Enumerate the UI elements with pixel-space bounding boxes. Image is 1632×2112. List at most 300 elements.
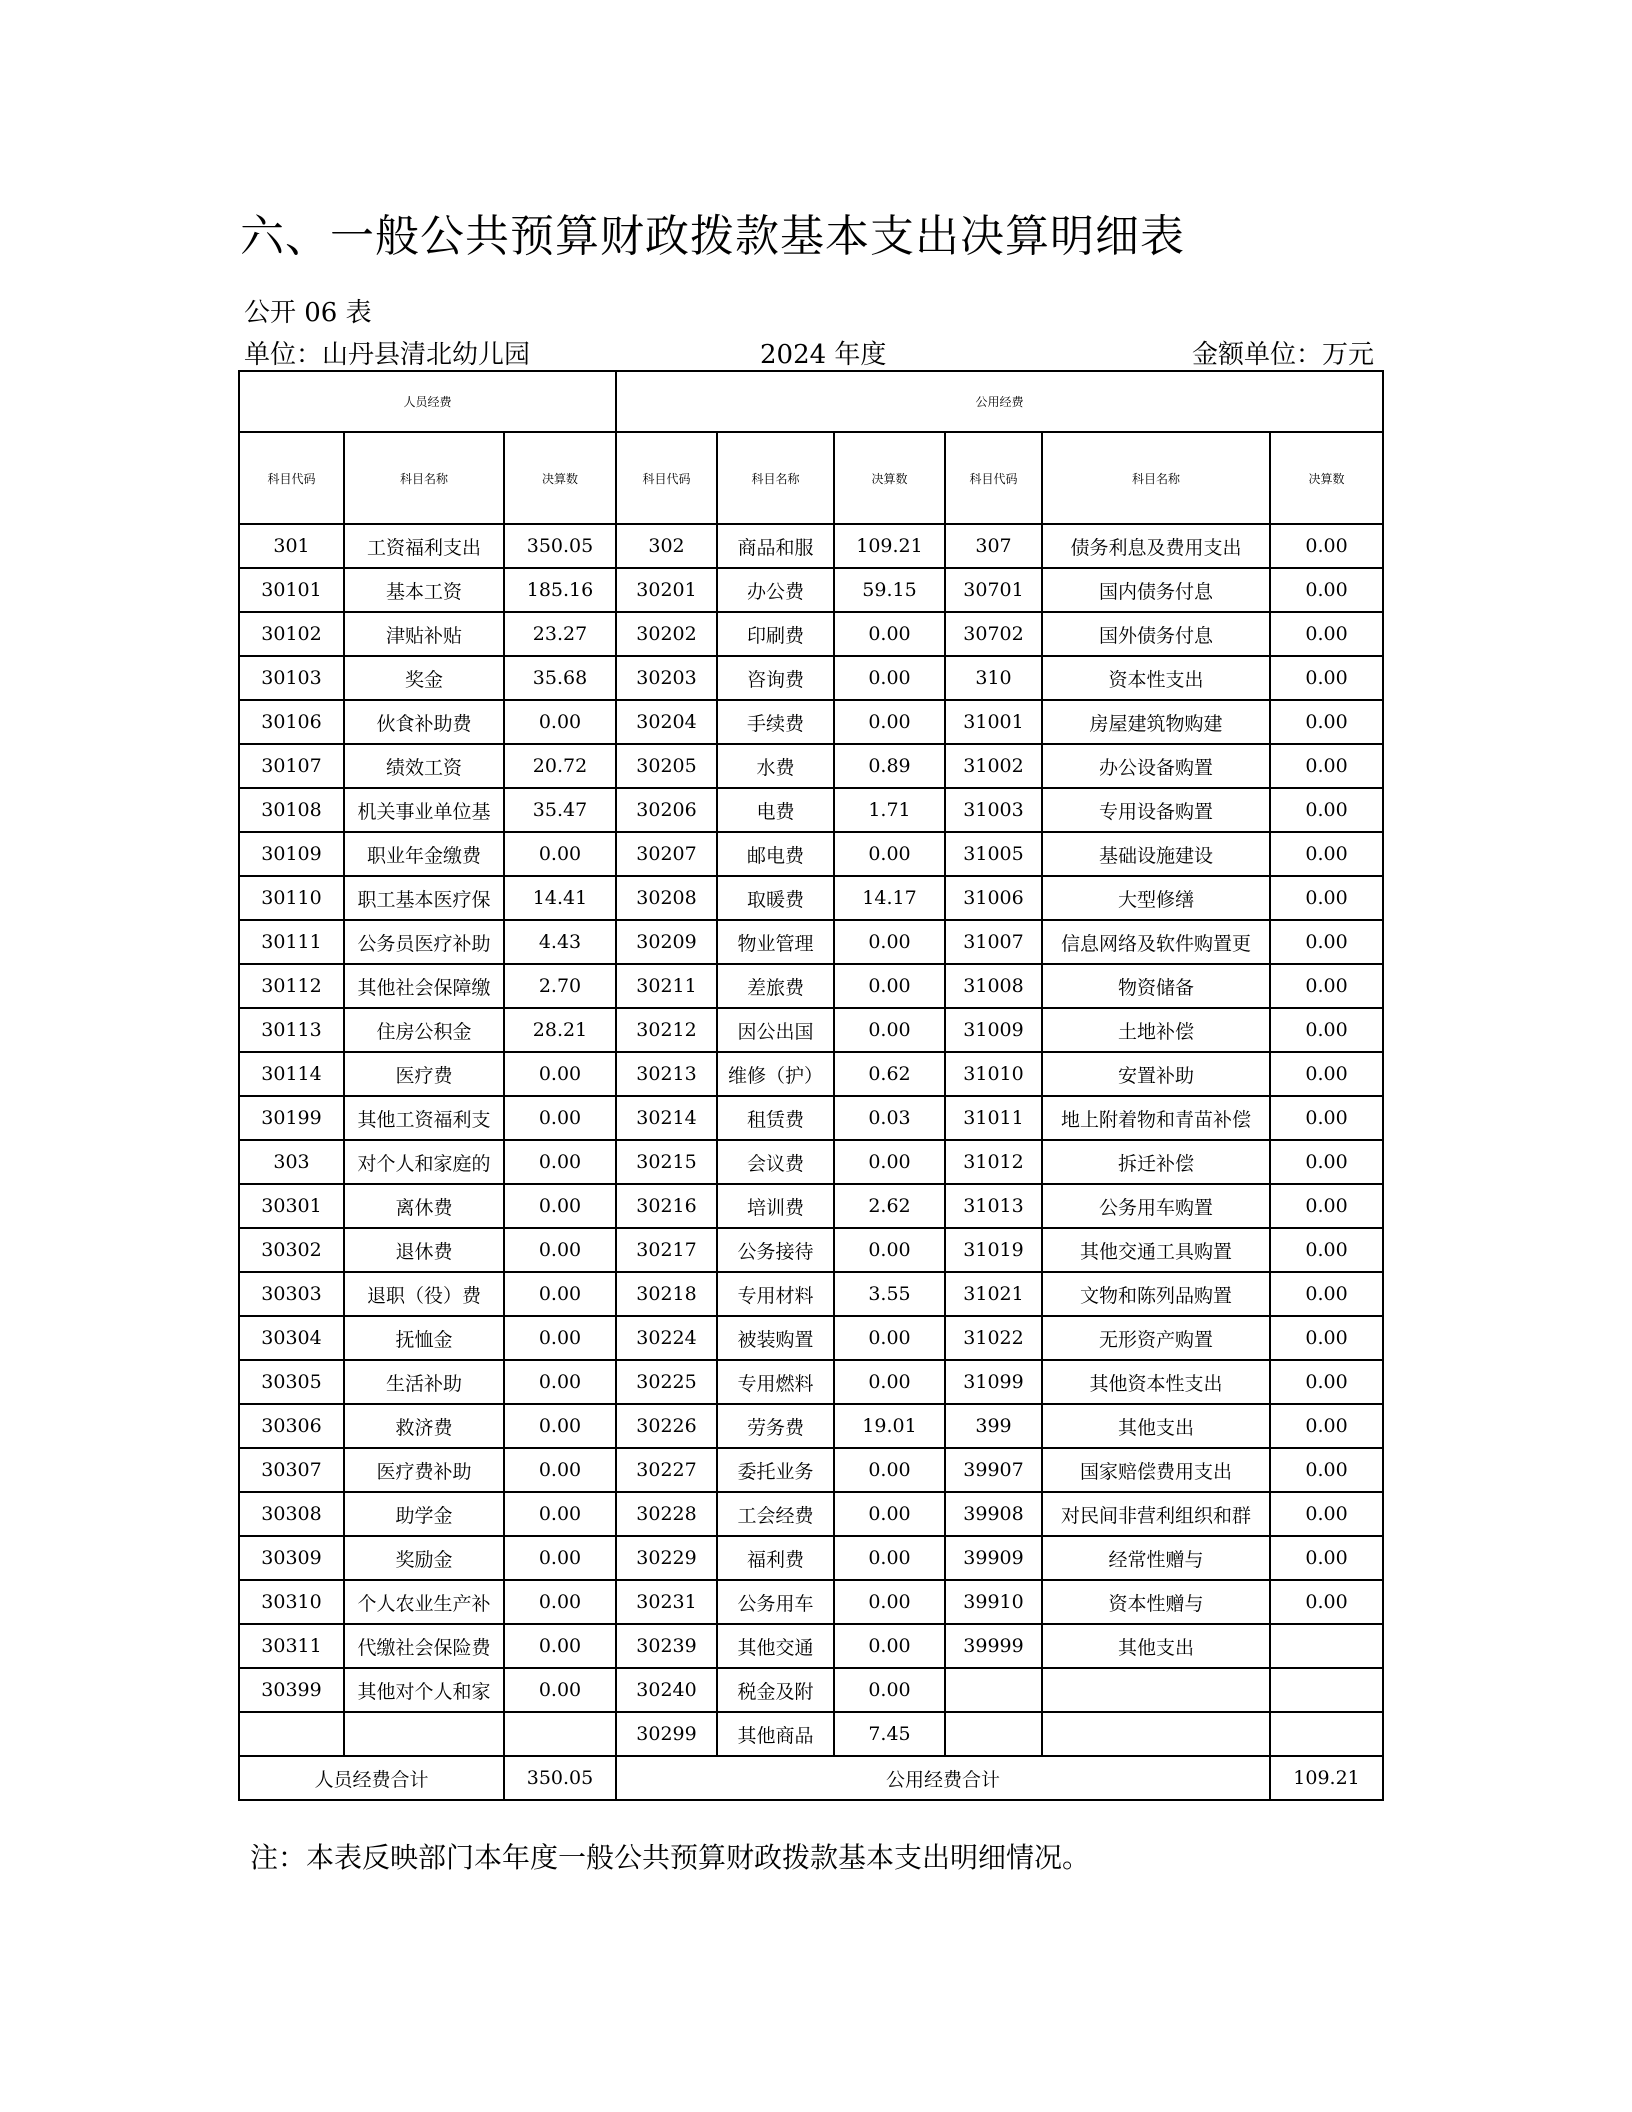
- table-cell: 医疗费: [344, 1052, 504, 1096]
- table-cell: [1042, 1712, 1270, 1756]
- table-cell: 31002: [945, 744, 1042, 788]
- group-header-row: [239, 371, 1383, 432]
- table-cell: 31008: [945, 964, 1042, 1008]
- table-cell: 39909: [945, 1536, 1042, 1580]
- public-total-value: 109.21: [1270, 1756, 1383, 1800]
- table-cell: 资本性支出: [1042, 656, 1270, 700]
- table-cell: 0.00: [504, 1668, 616, 1712]
- table-row: [239, 920, 1383, 964]
- table-cell: 30229: [616, 1536, 717, 1580]
- table-cell: 其他社会保障缴: [344, 964, 504, 1008]
- table-cell: 0.00: [1270, 1316, 1383, 1360]
- table-row: [239, 1316, 1383, 1360]
- table-cell: 0.00: [1270, 568, 1383, 612]
- table-cell: 助学金: [344, 1492, 504, 1536]
- table-cell: 水费: [717, 744, 834, 788]
- table-cell: 30108: [239, 788, 344, 832]
- table-cell: 30310: [239, 1580, 344, 1624]
- page-title: 六、一般公共预算财政拨款基本支出决算明细表: [240, 211, 1185, 262]
- table-row: [239, 744, 1383, 788]
- table-cell: [1042, 1668, 1270, 1712]
- table-cell: 19.01: [834, 1404, 945, 1448]
- table-cell: 30231: [616, 1580, 717, 1624]
- table-row: [239, 612, 1383, 656]
- table-cell: 咨询费: [717, 656, 834, 700]
- table-cell: 31005: [945, 832, 1042, 876]
- table-cell: 其他支出: [1042, 1404, 1270, 1448]
- table-cell: 0.62: [834, 1052, 945, 1096]
- table-cell: 0.00: [504, 832, 616, 876]
- table-cell: 0.00: [504, 1404, 616, 1448]
- table-cell: 30216: [616, 1184, 717, 1228]
- table-cell: 4.43: [504, 920, 616, 964]
- table-cell: 0.00: [504, 1184, 616, 1228]
- table-cell: 0.00: [1270, 1272, 1383, 1316]
- personnel-total-label: 人员经费合计: [239, 1756, 504, 1800]
- table-cell: 30201: [616, 568, 717, 612]
- table-cell: 0.00: [1270, 920, 1383, 964]
- table-cell: 住房公积金: [344, 1008, 504, 1052]
- table-cell: 对个人和家庭的: [344, 1140, 504, 1184]
- table-cell: 拆迁补偿: [1042, 1140, 1270, 1184]
- table-cell: 7.45: [834, 1712, 945, 1756]
- table-cell: 公务用车: [717, 1580, 834, 1624]
- table-row: [239, 1624, 1383, 1668]
- table-cell: 0.00: [834, 1008, 945, 1052]
- table-cell: 30109: [239, 832, 344, 876]
- table-cell: 31006: [945, 876, 1042, 920]
- table-cell: 维修（护）: [717, 1052, 834, 1096]
- table-cell: 0.00: [1270, 1096, 1383, 1140]
- table-row: [239, 1404, 1383, 1448]
- table-cell: 31003: [945, 788, 1042, 832]
- table-cell: 公务用车购置: [1042, 1184, 1270, 1228]
- table-cell: 福利费: [717, 1536, 834, 1580]
- table-cell: 房屋建筑物购建: [1042, 700, 1270, 744]
- table-cell: 医疗费补助: [344, 1448, 504, 1492]
- table-cell: 物业管理: [717, 920, 834, 964]
- table-row: [239, 964, 1383, 1008]
- table-cell: 303: [239, 1140, 344, 1184]
- table-cell: 30211: [616, 964, 717, 1008]
- table-cell: 302: [616, 524, 717, 568]
- table-row: [239, 1580, 1383, 1624]
- table-cell: 30305: [239, 1360, 344, 1404]
- table-cell: 30204: [616, 700, 717, 744]
- column-header: 决算数: [1270, 432, 1383, 524]
- table-cell: 机关事业单位基: [344, 788, 504, 832]
- table-cell: 其他资本性支出: [1042, 1360, 1270, 1404]
- table-cell: 31011: [945, 1096, 1042, 1140]
- table-cell: [504, 1712, 616, 1756]
- column-header: 科目代码: [239, 432, 344, 524]
- table-cell: 30224: [616, 1316, 717, 1360]
- table-cell: 伙食补助费: [344, 700, 504, 744]
- expenditure-table: [238, 370, 1384, 1801]
- table-cell: 工资福利支出: [344, 524, 504, 568]
- table-cell: 30110: [239, 876, 344, 920]
- table-cell: 0.00: [1270, 964, 1383, 1008]
- table-cell: 31099: [945, 1360, 1042, 1404]
- table-cell: 因公出国: [717, 1008, 834, 1052]
- table-cell: 0.00: [834, 1316, 945, 1360]
- public-total-label: 公用经费合计: [616, 1756, 1270, 1800]
- table-cell: 0.00: [504, 1096, 616, 1140]
- table-cell: 30309: [239, 1536, 344, 1580]
- table-number: 公开 06 表: [244, 298, 372, 328]
- table-cell: 30701: [945, 568, 1042, 612]
- table-cell: 其他支出: [1042, 1624, 1270, 1668]
- table-cell: 30112: [239, 964, 344, 1008]
- column-header: 科目名称: [1042, 432, 1270, 524]
- table-cell: 0.00: [834, 964, 945, 1008]
- table-cell: [344, 1712, 504, 1756]
- table-cell: 310: [945, 656, 1042, 700]
- table-cell: 30225: [616, 1360, 717, 1404]
- table-cell: 350.05: [504, 524, 616, 568]
- table-cell: 30218: [616, 1272, 717, 1316]
- table-cell: 0.00: [834, 1360, 945, 1404]
- table-cell: 0.00: [504, 1448, 616, 1492]
- table-cell: 退休费: [344, 1228, 504, 1272]
- table-cell: 30207: [616, 832, 717, 876]
- table-cell: 0.00: [1270, 612, 1383, 656]
- table-row: [239, 700, 1383, 744]
- table-cell: 0.00: [1270, 1140, 1383, 1184]
- personnel-total-value: 350.05: [504, 1756, 616, 1800]
- table-cell: 30302: [239, 1228, 344, 1272]
- table-cell: 0.00: [504, 1580, 616, 1624]
- footnote: 注：本表反映部门本年度一般公共预算财政拨款基本支出明细情况。: [250, 1841, 1091, 1874]
- table-cell: 59.15: [834, 568, 945, 612]
- unit-label: 单位：山丹县清北幼儿园: [244, 340, 531, 370]
- table-cell: 会议费: [717, 1140, 834, 1184]
- table-cell: 职工基本医疗保: [344, 876, 504, 920]
- table-cell: 0.00: [834, 1668, 945, 1712]
- table-row: [239, 1712, 1383, 1756]
- table-cell: 14.41: [504, 876, 616, 920]
- table-cell: 0.00: [1270, 832, 1383, 876]
- table-cell: 其他商品: [717, 1712, 834, 1756]
- table-cell: 31022: [945, 1316, 1042, 1360]
- table-cell: [1270, 1712, 1383, 1756]
- table-cell: 取暖费: [717, 876, 834, 920]
- table-cell: 30213: [616, 1052, 717, 1096]
- table-cell: 185.16: [504, 568, 616, 612]
- table-cell: 0.00: [834, 1140, 945, 1184]
- table-cell: 399: [945, 1404, 1042, 1448]
- table-row: [239, 656, 1383, 700]
- table-cell: 手续费: [717, 700, 834, 744]
- table-cell: 经常性赠与: [1042, 1536, 1270, 1580]
- table-cell: 307: [945, 524, 1042, 568]
- table-cell: 0.00: [1270, 524, 1383, 568]
- column-header: 科目名称: [717, 432, 834, 524]
- table-cell: 0.00: [504, 1272, 616, 1316]
- table-cell: 债务利息及费用支出: [1042, 524, 1270, 568]
- table-row: [239, 832, 1383, 876]
- table-cell: 35.68: [504, 656, 616, 700]
- table-cell: 0.00: [834, 1580, 945, 1624]
- table-cell: 土地补偿: [1042, 1008, 1270, 1052]
- public-group-header: 公用经费: [616, 371, 1383, 432]
- table-cell: 0.00: [504, 700, 616, 744]
- table-cell: 0.00: [1270, 876, 1383, 920]
- table-cell: 其他交通: [717, 1624, 834, 1668]
- table-row: [239, 1668, 1383, 1712]
- table-cell: 租赁费: [717, 1096, 834, 1140]
- table-cell: 30303: [239, 1272, 344, 1316]
- table-cell: 其他对个人和家: [344, 1668, 504, 1712]
- table-cell: 离休费: [344, 1184, 504, 1228]
- table-cell: 0.00: [1270, 788, 1383, 832]
- table-cell: 0.00: [1270, 1228, 1383, 1272]
- table-cell: 资本性赠与: [1042, 1580, 1270, 1624]
- table-cell: 30240: [616, 1668, 717, 1712]
- table-cell: 30214: [616, 1096, 717, 1140]
- table-cell: 0.00: [1270, 1536, 1383, 1580]
- table-cell: 39907: [945, 1448, 1042, 1492]
- table-cell: 工会经费: [717, 1492, 834, 1536]
- table-cell: 30301: [239, 1184, 344, 1228]
- table-cell: 0.00: [1270, 1492, 1383, 1536]
- table-cell: 39910: [945, 1580, 1042, 1624]
- table-cell: 津贴补贴: [344, 612, 504, 656]
- table-cell: 基本工资: [344, 568, 504, 612]
- table-cell: 0.89: [834, 744, 945, 788]
- table-row: [239, 568, 1383, 612]
- amount-unit-label: 金额单位：万元: [1191, 340, 1374, 370]
- table-cell: 国外债务付息: [1042, 612, 1270, 656]
- table-cell: 大型修缮: [1042, 876, 1270, 920]
- table-cell: 0.00: [834, 1536, 945, 1580]
- table-cell: 国内债务付息: [1042, 568, 1270, 612]
- table-cell: 14.17: [834, 876, 945, 920]
- table-cell: 0.00: [1270, 744, 1383, 788]
- table-cell: 办公设备购置: [1042, 744, 1270, 788]
- table-cell: 0.00: [834, 832, 945, 876]
- table-cell: 地上附着物和青苗补偿: [1042, 1096, 1270, 1140]
- table-cell: 0.00: [504, 1052, 616, 1096]
- table-cell: 专用设备购置: [1042, 788, 1270, 832]
- table-cell: 0.00: [1270, 1580, 1383, 1624]
- table-cell: 31012: [945, 1140, 1042, 1184]
- table-row: [239, 1052, 1383, 1096]
- table-cell: 30304: [239, 1316, 344, 1360]
- table-cell: 无形资产购置: [1042, 1316, 1270, 1360]
- table-cell: 30103: [239, 656, 344, 700]
- table-cell: [1270, 1624, 1383, 1668]
- table-cell: 商品和服: [717, 524, 834, 568]
- table-cell: 30228: [616, 1492, 717, 1536]
- table-cell: 31001: [945, 700, 1042, 744]
- table-cell: 0.00: [834, 656, 945, 700]
- personnel-group-header: 人员经费: [239, 371, 616, 432]
- table-cell: 邮电费: [717, 832, 834, 876]
- table-cell: 30205: [616, 744, 717, 788]
- column-header: 决算数: [504, 432, 616, 524]
- table-cell: 30311: [239, 1624, 344, 1668]
- table-cell: 28.21: [504, 1008, 616, 1052]
- table-cell: 其他工资福利支: [344, 1096, 504, 1140]
- table-row: [239, 524, 1383, 568]
- column-header: 科目代码: [945, 432, 1042, 524]
- table-cell: 20.72: [504, 744, 616, 788]
- table-cell: 30227: [616, 1448, 717, 1492]
- year-label: 2024 年度: [760, 340, 887, 370]
- table-cell: 2.62: [834, 1184, 945, 1228]
- table-cell: 对民间非营利组织和群: [1042, 1492, 1270, 1536]
- table-cell: 31021: [945, 1272, 1042, 1316]
- table-cell: 抚恤金: [344, 1316, 504, 1360]
- table-cell: 30111: [239, 920, 344, 964]
- table-cell: 31013: [945, 1184, 1042, 1228]
- table-cell: 30114: [239, 1052, 344, 1096]
- table-cell: 31010: [945, 1052, 1042, 1096]
- table-cell: 31007: [945, 920, 1042, 964]
- table-cell: 0.00: [504, 1360, 616, 1404]
- table-cell: 35.47: [504, 788, 616, 832]
- table-cell: 30299: [616, 1712, 717, 1756]
- column-header-row: [239, 432, 1383, 524]
- column-header: 决算数: [834, 432, 945, 524]
- table-cell: 30306: [239, 1404, 344, 1448]
- table-cell: 物资储备: [1042, 964, 1270, 1008]
- table-cell: 劳务费: [717, 1404, 834, 1448]
- table-cell: 30107: [239, 744, 344, 788]
- table-cell: 30203: [616, 656, 717, 700]
- table-cell: 31009: [945, 1008, 1042, 1052]
- table-cell: 公务接待: [717, 1228, 834, 1272]
- table-cell: 30215: [616, 1140, 717, 1184]
- table-cell: 电费: [717, 788, 834, 832]
- table-cell: 30206: [616, 788, 717, 832]
- table-row: [239, 1492, 1383, 1536]
- table-row: [239, 1272, 1383, 1316]
- table-row: [239, 1096, 1383, 1140]
- table-cell: 30113: [239, 1008, 344, 1052]
- table-cell: 0.00: [1270, 1184, 1383, 1228]
- table-cell: 30308: [239, 1492, 344, 1536]
- table-cell: 奖金: [344, 656, 504, 700]
- table-cell: 安置补助: [1042, 1052, 1270, 1096]
- table-row: [239, 1536, 1383, 1580]
- table-cell: 30106: [239, 700, 344, 744]
- table-cell: 0.00: [834, 700, 945, 744]
- table-cell: 职业年金缴费: [344, 832, 504, 876]
- table-cell: 0.00: [834, 612, 945, 656]
- table-cell: 0.00: [834, 1492, 945, 1536]
- table-row: [239, 1228, 1383, 1272]
- table-cell: 30199: [239, 1096, 344, 1140]
- table-cell: 个人农业生产补: [344, 1580, 504, 1624]
- totals-row: [239, 1756, 1383, 1800]
- table-row: [239, 1184, 1383, 1228]
- table-cell: 救济费: [344, 1404, 504, 1448]
- column-header: 科目代码: [616, 432, 717, 524]
- table-row: [239, 876, 1383, 920]
- table-cell: 30209: [616, 920, 717, 964]
- table-cell: 0.00: [1270, 656, 1383, 700]
- table-cell: 委托业务: [717, 1448, 834, 1492]
- table-cell: 23.27: [504, 612, 616, 656]
- table-cell: 0.00: [1270, 700, 1383, 744]
- table-cell: 0.03: [834, 1096, 945, 1140]
- table-cell: 0.00: [504, 1536, 616, 1580]
- table-cell: 0.00: [504, 1228, 616, 1272]
- table-cell: [239, 1712, 344, 1756]
- table-cell: 办公费: [717, 568, 834, 612]
- table-cell: [1270, 1668, 1383, 1712]
- table-cell: 0.00: [1270, 1360, 1383, 1404]
- table-cell: 30307: [239, 1448, 344, 1492]
- column-header: 科目名称: [344, 432, 504, 524]
- table-cell: 1.71: [834, 788, 945, 832]
- table-cell: 绩效工资: [344, 744, 504, 788]
- table-cell: 税金及附: [717, 1668, 834, 1712]
- table-cell: 0.00: [504, 1140, 616, 1184]
- table-cell: 公务员医疗补助: [344, 920, 504, 964]
- table-cell: 国家赔偿费用支出: [1042, 1448, 1270, 1492]
- table-cell: 奖励金: [344, 1536, 504, 1580]
- table-cell: 0.00: [1270, 1052, 1383, 1096]
- table-cell: 代缴社会保险费: [344, 1624, 504, 1668]
- table-cell: 专用材料: [717, 1272, 834, 1316]
- table-cell: 印刷费: [717, 612, 834, 656]
- table-cell: 2.70: [504, 964, 616, 1008]
- table-cell: 退职（役）费: [344, 1272, 504, 1316]
- table-row: [239, 1448, 1383, 1492]
- table-cell: 0.00: [834, 1448, 945, 1492]
- table-cell: 0.00: [1270, 1404, 1383, 1448]
- table-cell: 被装购置: [717, 1316, 834, 1360]
- table-cell: [945, 1712, 1042, 1756]
- table-cell: 30102: [239, 612, 344, 656]
- table-cell: 30101: [239, 568, 344, 612]
- table-row: [239, 1008, 1383, 1052]
- table-cell: 30399: [239, 1668, 344, 1712]
- table-cell: 3.55: [834, 1272, 945, 1316]
- table-row: [239, 1360, 1383, 1404]
- table-cell: 其他交通工具购置: [1042, 1228, 1270, 1272]
- table-cell: 30212: [616, 1008, 717, 1052]
- table-cell: 0.00: [1270, 1448, 1383, 1492]
- table-cell: 39999: [945, 1624, 1042, 1668]
- table-cell: 109.21: [834, 524, 945, 568]
- table-cell: 0.00: [834, 920, 945, 964]
- table-cell: 差旅费: [717, 964, 834, 1008]
- table-cell: 30239: [616, 1624, 717, 1668]
- table-cell: 30208: [616, 876, 717, 920]
- table-cell: 0.00: [834, 1624, 945, 1668]
- table-row: [239, 1140, 1383, 1184]
- table-cell: 0.00: [504, 1316, 616, 1360]
- table-cell: 0.00: [504, 1624, 616, 1668]
- table-cell: 0.00: [1270, 1008, 1383, 1052]
- table-cell: 30702: [945, 612, 1042, 656]
- table-cell: 39908: [945, 1492, 1042, 1536]
- table-cell: 31019: [945, 1228, 1042, 1272]
- table-cell: 信息网络及软件购置更: [1042, 920, 1270, 964]
- table-cell: [945, 1668, 1042, 1712]
- table-cell: 0.00: [504, 1492, 616, 1536]
- table-cell: 30226: [616, 1404, 717, 1448]
- table-cell: 30217: [616, 1228, 717, 1272]
- table-row: [239, 788, 1383, 832]
- table-cell: 文物和陈列品购置: [1042, 1272, 1270, 1316]
- table-cell: 301: [239, 524, 344, 568]
- table-cell: 培训费: [717, 1184, 834, 1228]
